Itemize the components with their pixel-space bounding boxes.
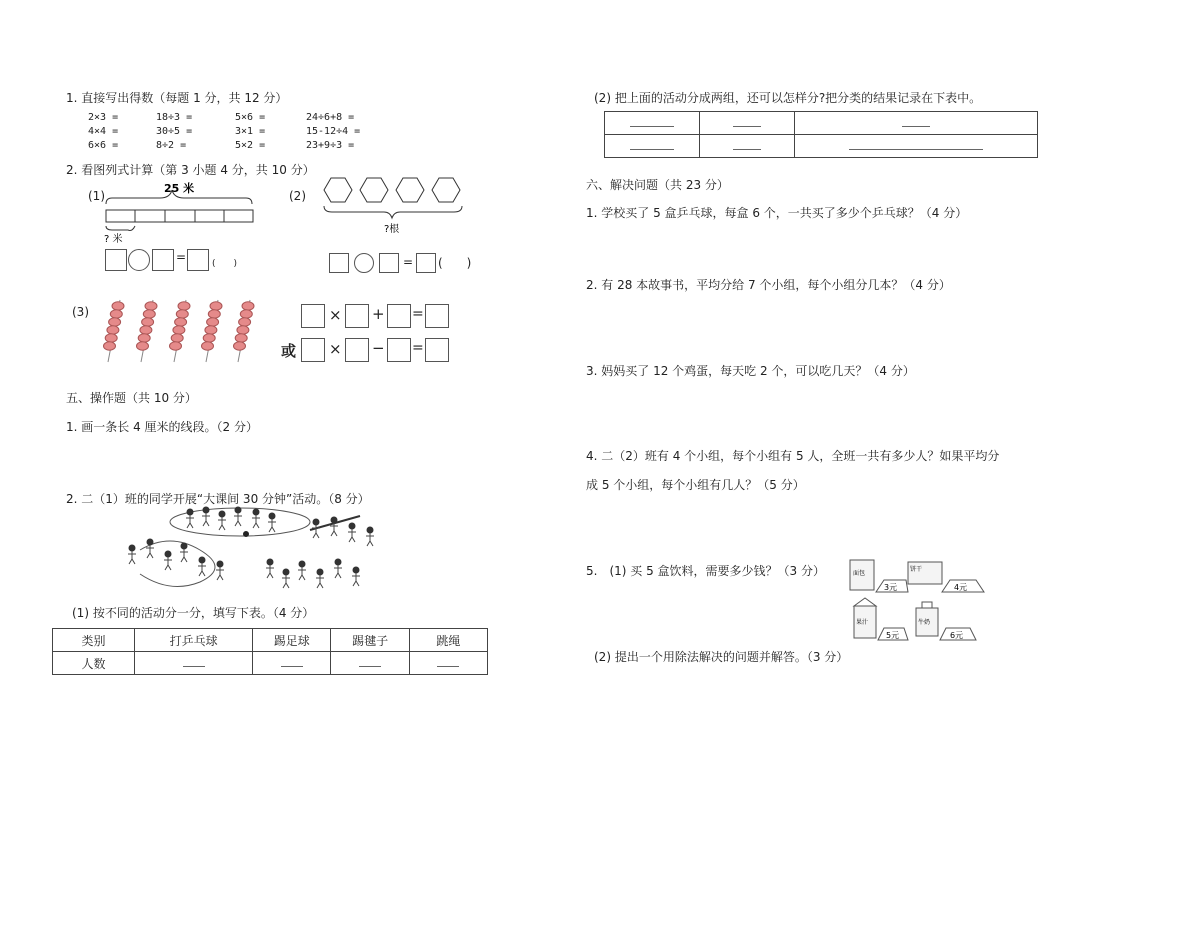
- svg-text:面包: 面包: [853, 570, 866, 577]
- section6-q2: 2. 有 28 本故事书，平均分给 7 个小组，每个小组分几本？（4 分）: [586, 278, 951, 292]
- answer-cell[interactable]: [253, 652, 331, 675]
- equals-sign: =: [403, 255, 414, 269]
- equals-sign: =: [176, 250, 187, 264]
- svg-text:饼干: 饼干: [910, 566, 923, 573]
- answer-box[interactable]: [416, 253, 436, 273]
- answer-box[interactable]: [387, 304, 411, 328]
- answer-box[interactable]: [425, 338, 449, 362]
- calc-item[interactable]: 18÷3 =: [156, 112, 193, 123]
- answer-box[interactable]: [345, 338, 369, 362]
- svg-text:牛奶: 牛奶: [918, 619, 931, 626]
- juice-item: [854, 598, 908, 640]
- answer-cell[interactable]: [795, 135, 1038, 158]
- table-header-football: 踢足球: [253, 629, 331, 652]
- answer-box[interactable]: [387, 338, 411, 362]
- tape-total-label: 25 米: [164, 182, 195, 195]
- multiply-sign: ×: [329, 306, 342, 324]
- q2-part3-label: (3): [72, 305, 89, 319]
- table-row-label: 人数: [53, 652, 135, 675]
- section6-q3: 3. 妈妈买了 12 个鸡蛋，每天吃 2 个，可以吃几天？（4 分）: [586, 364, 915, 378]
- milk-price-tag: 6元: [950, 631, 964, 640]
- calc-item[interactable]: 8÷2 =: [156, 140, 187, 151]
- answer-box[interactable]: [329, 253, 349, 273]
- children-activity-illustration: [120, 502, 395, 597]
- or-label: 或: [281, 342, 297, 360]
- calc-item[interactable]: 5×2 =: [235, 140, 266, 151]
- section5-q2: 2. 二（1）班的同学开展“大课间 30 分钟”活动。（8 分）: [66, 492, 370, 506]
- unit-paren: ( ): [212, 259, 238, 269]
- multiply-sign: ×: [329, 340, 342, 358]
- section6-title: 六、解决问题（共 23 分）: [586, 178, 729, 192]
- juice-price-tag: 5元: [886, 631, 900, 640]
- section5-title: 五、操作题（共 10 分）: [66, 391, 197, 405]
- answer-box[interactable]: [105, 249, 127, 271]
- minus-sign: −: [372, 339, 385, 357]
- q2-part1-label: (1): [88, 189, 105, 203]
- calc-item[interactable]: 23+9÷3 =: [306, 140, 355, 151]
- answer-cell[interactable]: [331, 652, 409, 675]
- calc-item[interactable]: 4×4 =: [88, 126, 119, 137]
- biscuit-item: [908, 562, 984, 592]
- section6-q5-sub2: (2) 提出一个用除法解决的问题并解答。（3 分）: [594, 650, 849, 664]
- answer-cell[interactable]: [700, 112, 795, 135]
- activity-count-table: [52, 628, 488, 675]
- section6-q4-line2: 成 5 个小组，每个小组有几人？（5 分）: [586, 478, 805, 492]
- tape-question-label: ? 米: [104, 234, 123, 245]
- bread-item: [850, 560, 908, 592]
- milk-item: [916, 602, 976, 640]
- calc-item[interactable]: 24÷6+8 =: [306, 112, 355, 123]
- equals-sign: =: [412, 340, 424, 356]
- operator-circle[interactable]: [128, 249, 150, 271]
- calc-item[interactable]: 15-12÷4 =: [306, 126, 361, 137]
- answer-box[interactable]: [425, 304, 449, 328]
- calc-item[interactable]: 6×6 =: [88, 140, 119, 151]
- hexagon-group: [318, 174, 473, 236]
- shop-price-illustration: [846, 556, 986, 644]
- table-header-category: 类别: [53, 629, 135, 652]
- grouping-table: [604, 111, 1038, 158]
- answer-box[interactable]: [301, 304, 325, 328]
- q2-part2-label: (2): [289, 189, 306, 203]
- calc-item[interactable]: 3×1 =: [235, 126, 266, 137]
- calc-item[interactable]: 5×6 =: [235, 112, 266, 123]
- q2-title: 2. 看图列式计算（第 3 小题 4 分，共 10 分）: [66, 163, 315, 177]
- answer-cell[interactable]: [605, 135, 700, 158]
- calc-item[interactable]: 2×3 =: [88, 112, 119, 123]
- section6-q5: 5. (1) 买 5 盒饮料，需要多少钱？（3 分）: [586, 564, 825, 578]
- section5-q1: 1. 画一条长 4 厘米的线段。（2 分）: [66, 420, 258, 434]
- answer-box[interactable]: [379, 253, 399, 273]
- answer-cell[interactable]: [700, 135, 795, 158]
- operator-circle[interactable]: [354, 253, 374, 273]
- answer-box[interactable]: [187, 249, 209, 271]
- tape-diagram: [100, 182, 270, 248]
- section6-q4-line1: 4. 二（2）班有 4 个小组，每个小组有 5 人，全班一共有多少人？如果平均分: [586, 449, 1000, 463]
- equals-sign: =: [412, 306, 424, 322]
- answer-box[interactable]: [345, 304, 369, 328]
- answer-cell[interactable]: [409, 652, 487, 675]
- svg-text:果汁: 果汁: [856, 619, 869, 626]
- answer-cell[interactable]: [135, 652, 253, 675]
- biscuit-price-tag: 4元: [954, 583, 968, 592]
- bread-price-tag: 3元: [884, 583, 898, 592]
- section5-q2-sub1: (1) 按不同的活动分一分，填写下表。（4 分）: [72, 606, 315, 620]
- answer-cell[interactable]: [605, 112, 700, 135]
- skewer-illustration: [98, 296, 268, 366]
- calc-item[interactable]: 30÷5 =: [156, 126, 193, 137]
- answer-box[interactable]: [152, 249, 174, 271]
- section6-q1: 1. 学校买了 5 盒乒乓球，每盒 6 个，一共买了多少个乒乓球？（4 分）: [586, 206, 968, 220]
- answer-box[interactable]: [301, 338, 325, 362]
- table-header-pingpong: 打乒乓球: [135, 629, 253, 652]
- answer-cell[interactable]: [795, 112, 1038, 135]
- unit-paren: ( ): [438, 256, 472, 270]
- table-header-jumprope: 跳绳: [409, 629, 487, 652]
- plus-sign: +: [372, 305, 385, 323]
- q1-title: 1. 直接写出得数（每题 1 分，共 12 分）: [66, 91, 288, 105]
- table-header-shuttlecock: 踢毽子: [331, 629, 409, 652]
- q2-sub2-text: (2) 把上面的活动分成两组，还可以怎样分?把分类的结果记录在下表中。: [594, 91, 982, 105]
- hexagon-question-label: ?根: [384, 224, 400, 235]
